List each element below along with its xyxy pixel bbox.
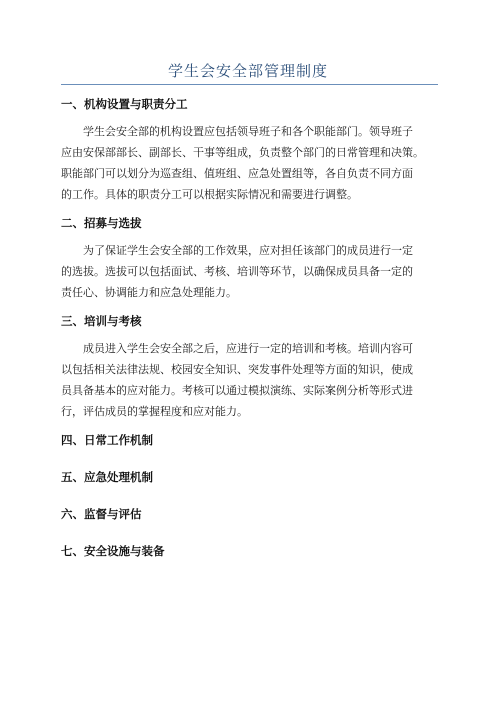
paragraph-line: 为了保证学生会安全部的工作效果，应对担任该部门的成员进行一定 (83, 244, 413, 257)
section-heading-3: 三、培训与考核 (61, 314, 142, 328)
title-underline (61, 84, 438, 85)
paragraph-line: 应由安保部部长、副部长、干事等组成，负责整个部门的日常管理和决策。 (61, 146, 424, 159)
section-heading-4: 四、日常工作机制 (61, 433, 153, 447)
document-body (61, 96, 441, 568)
paragraph-line: 行，评估成员的掌握程度和应对能力。 (61, 405, 248, 418)
paragraph-line: 成员进入学生会安全部之后，应进行一定的培训和考核。培训内容可 (83, 342, 413, 355)
section-paragraph-2 (61, 240, 441, 303)
section-heading-6: 六、监督与评估 (61, 507, 142, 521)
section-heading-2: 二、招募与选拔 (61, 216, 142, 230)
section-spacer (61, 457, 441, 469)
section-spacer (61, 531, 441, 543)
paragraph-line: 员具备基本的应对能力。考核可以通过模拟演练、实际案例分析等形式进 (61, 384, 413, 397)
paragraph-line: 的工作。具体的职责分工可以根据实际情况和需要进行调整。 (61, 188, 358, 201)
paragraph-line: 学生会安全部的机构设置应包括领导班子和各个职能部门。领导班子 (83, 125, 413, 138)
section-spacer (61, 494, 441, 506)
section-paragraph-3 (61, 338, 441, 422)
section-heading-1: 一、机构设置与职责分工 (61, 97, 188, 111)
section-heading-7: 七、安全设施与装备 (61, 544, 165, 558)
paragraph-line: 的选拔。选拔可以包括面试、考核、培训等环节，以确保成员具备一定的 (61, 265, 413, 278)
section-paragraph-1 (61, 121, 441, 205)
paragraph-line: 责任心、协调能力和应急处理能力。 (61, 286, 237, 299)
paragraph-line: 以包括相关法律法规、校园安全知识、突发事件处理等方面的知识，使成 (61, 363, 413, 376)
document-title: 学生会安全部管理制度 (167, 62, 328, 80)
paragraph-line: 职能部门可以划分为巡查组、值班组、应急处置组等，各自负责不同方面 (61, 167, 413, 180)
section-heading-5: 五、应急处理机制 (61, 470, 153, 484)
